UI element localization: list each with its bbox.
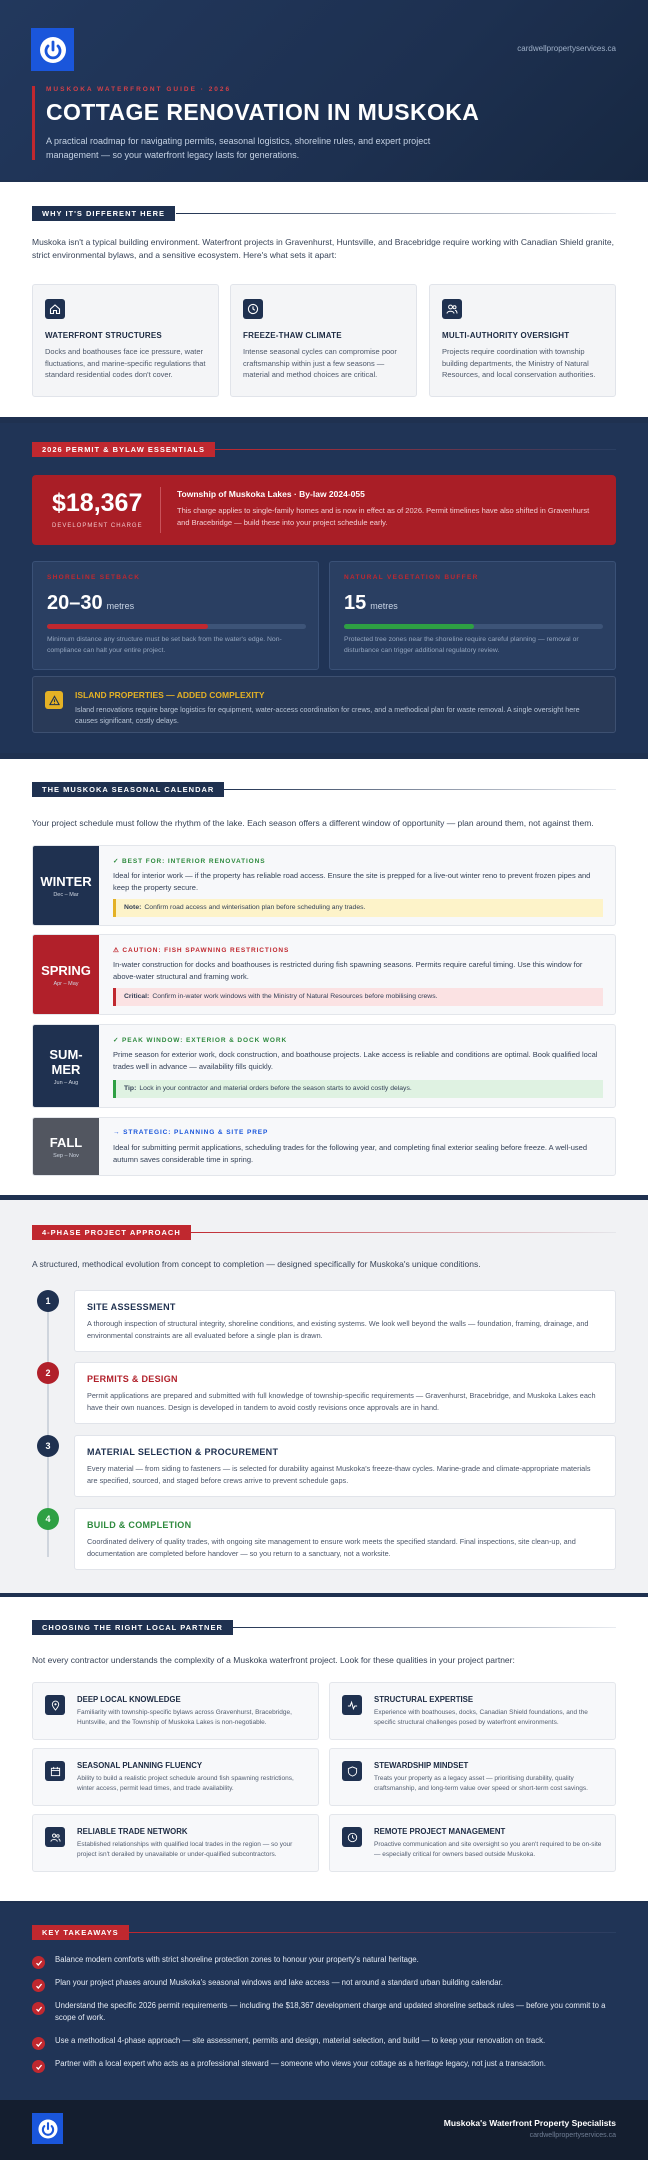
partner-card-title: STEWARDSHIP MINDSET (374, 1761, 469, 1770)
footer-logo[interactable] (32, 2113, 63, 2144)
why-card-waterfront (32, 284, 219, 397)
charge-heading: Township of Muskoka Lakes · By-law 2024-055 (177, 489, 365, 499)
users-icon (442, 299, 462, 319)
activity-icon (342, 1695, 362, 1715)
power-logo-icon (37, 2118, 59, 2140)
takeaway-item (32, 1977, 616, 1995)
metric-note: Protected tree zones near the shoreline require careful planning — removal or disturbance can trigger additional regulatory review. (344, 636, 579, 654)
phase-number: 4 (37, 1508, 59, 1530)
card-title: WATERFRONT STRUCTURES (45, 331, 162, 340)
phase-number: 2 (37, 1362, 59, 1384)
home-icon (45, 299, 65, 319)
takeaway-text: Partner with a local expert who acts as a professional steward — someone who views your cottage as a heritage legacy, not just a transaction. (55, 2059, 546, 2068)
season-name: WINTER (40, 873, 92, 889)
footer-company-name: Muskoka's Waterfront Property Specialists (443, 2118, 616, 2128)
shield-icon (342, 1761, 362, 1781)
brand-logo[interactable] (31, 28, 74, 71)
partner-card-body: Established relationships with qualified local trades in the region — so your project isn't derailed by unavailable or under-qualified subcontractors. (77, 1841, 293, 1858)
permit-section-label: 2026 PERMIT & BYLAW ESSENTIALS (32, 442, 215, 457)
partner-card-structural (329, 1682, 616, 1740)
metric-label: SHORELINE SETBACK (47, 574, 141, 581)
note-text: Lock in your contractor and material orders before the season starts to avoid costly delays. (139, 1085, 412, 1092)
season-body: Prime season for exterior work, dock construction, and boathouse projects. Lake access is reliable and conditions are optimal. Book qualified local trades well in advance — availability fills quickly. (113, 1050, 598, 1071)
season-note (113, 899, 603, 917)
footer-url-link[interactable]: cardwellpropertyservices.ca (529, 2132, 616, 2139)
partner-intro: Not every contractor understands the complexity of a Muskoka waterfront project. Look for these qualities in your project partner: (32, 1655, 515, 1665)
partner-card-title: DEEP LOCAL KNOWLEDGE (77, 1695, 181, 1704)
season-badge (33, 846, 99, 925)
divider (160, 487, 161, 533)
partner-card-body: Familiarity with township-specific bylaws across Gravenhurst, Bracebridge, Huntsville, and the Township of Muskoka Lakes is non-negotiable. (77, 1709, 292, 1726)
partner-card-remote-management (329, 1814, 616, 1872)
calendar-intro: Your project schedule must follow the rhythm of the lake. Each season offers a different window of opportunity — plan around them, not against them. (32, 818, 594, 828)
season-badge (33, 935, 99, 1014)
season-tag: ✓ PEAK WINDOW: EXTERIOR & DOCK WORK (113, 1037, 288, 1044)
phase-title: MATERIAL SELECTION & PROCUREMENT (87, 1447, 279, 1457)
takeaway-text: Use a methodical 4-phase approach — site assessment, permits and design, material selection, and build — to keep your renovation on track. (55, 2036, 546, 2045)
note-label: Critical: (124, 993, 150, 1000)
metric-unit: metres (106, 601, 135, 611)
check-icon (32, 2037, 45, 2050)
metric-value (47, 592, 134, 615)
takeaway-text: Balance modern comforts with strict shoreline protection zones to honour your property's natural heritage. (55, 1955, 419, 1964)
season-name: SPRING (41, 962, 91, 978)
phase-title: BUILD & COMPLETION (87, 1520, 192, 1530)
divider-line (213, 449, 616, 450)
calendar-icon (45, 1761, 65, 1781)
divider-line (222, 789, 616, 790)
charge-label: DEVELOPMENT CHARGE (52, 523, 143, 529)
divider-line (230, 1627, 616, 1628)
season-months: Sep – Nov (53, 1152, 79, 1159)
why-card-oversight (429, 284, 616, 397)
metric-bar-fill (344, 624, 474, 629)
island-body: Island renovations require barge logistics for equipment, water-access coordination for crews, and a methodical plan for waste removal. A single oversight here causes significant, costly delays. (75, 705, 580, 725)
why-card-freeze-thaw (230, 284, 417, 397)
phases-intro: A structured, methodical evolution from concept to completion — designed specifically for Muskoka's unique conditions. (32, 1259, 481, 1269)
partner-card-local-knowledge (32, 1682, 319, 1740)
phase-card-build-completion (74, 1508, 616, 1570)
phase-card-material-selection (74, 1435, 616, 1497)
check-icon (32, 1956, 45, 1969)
why-section-label: WHY IT'S DIFFERENT HERE (32, 206, 175, 221)
partner-card-title: STRUCTURAL EXPERTISE (374, 1695, 474, 1704)
metric-bar-track (344, 624, 603, 629)
team-icon (45, 1827, 65, 1847)
phase-body: Every material — from siding to fasteners — is selected for durability against Muskoka's freeze-thaw cycles. Marine-grade and climate-appropriate materials are specified, sourced, and staged before crews arrive to prevent schedule gaps. (87, 1464, 591, 1485)
vegetation-metric-card (329, 561, 616, 670)
site-url-link[interactable]: cardwellpropertyservices.ca (517, 44, 616, 53)
charge-amount: $18,367 (52, 489, 143, 517)
takeaway-text: Plan your project phases around Muskoka's seasonal windows and lake access — not around a standard urban building calendar. (55, 1978, 503, 1987)
page-title: COTTAGE RENOVATION IN MUSKOKA (46, 99, 480, 125)
check-icon (32, 2002, 45, 2015)
phase-title: SITE ASSESSMENT (87, 1302, 176, 1312)
accent-bar (32, 86, 35, 160)
metric-unit: metres (370, 601, 398, 611)
phase-number: 1 (37, 1290, 59, 1312)
phases-section-label: 4-PHASE PROJECT APPROACH (32, 1225, 191, 1240)
season-tag: → STRATEGIC: PLANNING & SITE PREP (113, 1129, 269, 1136)
partner-card-title: RELIABLE TRADE NETWORK (77, 1827, 188, 1836)
note-label: Note: (124, 904, 142, 911)
season-months: Apr – May (53, 980, 79, 987)
card-title: MULTI-AUTHORITY OVERSIGHT (442, 331, 570, 340)
season-winter (32, 845, 616, 926)
season-name: SUM- MER (49, 1046, 83, 1077)
season-body: In-water construction for docks and boathouses is restricted during fish spawning seasons. Permits require careful timing. Use this window for above-water structural and framing work. (113, 960, 583, 981)
partner-card-body: Experience with boathouses, docks, Canadian Shield foundations, and the specific structural challenges posed by waterfront environments. (374, 1709, 588, 1726)
clock-icon (243, 299, 263, 319)
partner-card-trade-network (32, 1814, 319, 1872)
card-body: Docks and boathouses face ice pressure, water fluctuations, and marine-specific regulations that standard residential codes don't cover. (45, 347, 206, 379)
partner-section-label: CHOOSING THE RIGHT LOCAL PARTNER (32, 1620, 233, 1635)
season-name: FALL (49, 1134, 83, 1150)
season-badge (33, 1025, 99, 1107)
season-body: Ideal for interior work — if the property has reliable road access. Ensure the site is prepped for a live-out winter reno to prevent frozen pipes and keep the property secure. (113, 871, 591, 892)
phase-card-site-assessment (74, 1290, 616, 1352)
partner-card-body: Proactive communication and site oversight so you aren't required to be on-site — especially critical for owners based outside Muskoka. (374, 1841, 602, 1858)
season-note (113, 1080, 603, 1098)
metric-value (344, 592, 398, 615)
season-tag: ✓ BEST FOR: INTERIOR RENOVATIONS (113, 858, 266, 865)
phase-card-permits-design (74, 1362, 616, 1424)
card-body: Intense seasonal cycles can compromise poor craftsmanship within just a few seasons — material and method choices are critical. (243, 347, 397, 379)
card-title: FREEZE-THAW CLIMATE (243, 331, 342, 340)
divider-line (125, 1932, 616, 1933)
phase-title: PERMITS & DESIGN (87, 1374, 178, 1384)
partner-card-seasonal (32, 1748, 319, 1806)
takeaway-text: Understand the specific 2026 permit requirements — including the $18,367 development charge and updated shoreline setback rules — before you commit to a scope of work. (55, 2001, 606, 2022)
partner-card-title: SEASONAL PLANNING FLUENCY (77, 1761, 203, 1770)
phase-body: Coordinated delivery of quality trades, with ongoing site management to ensure work meets the specified standard. Final inspections, site clean-up, and documentation are completed before handover — so you return to a sanctuary, not a worksite. (87, 1537, 576, 1558)
metric-label: NATURAL VEGETATION BUFFER (344, 574, 479, 581)
why-intro: Muskoka isn't a typical building environment. Waterfront projects in Gravenhurst, Huntsville, and Bracebridge require working with Canadian Shield granite, strict environmental bylaws, and a sensitive ecosystem. Here's what sets it apart: (32, 237, 614, 260)
season-body: Ideal for submitting permit applications, scheduling trades for the following year, and completing final exterior sealing before freeze. A well-used autumn saves considerable time in spring. (113, 1143, 588, 1164)
power-logo-icon (38, 35, 68, 65)
partner-card-body: Treats your property as a legacy asset — prioritising durability, quality craftsmanship, and long-term value over speed or short-term cost savings. (374, 1775, 588, 1792)
charge-body: This charge applies to single-family homes and is now in effect as of 2026. Permit timelines have also shifted in Gravenhurst and Bracebridge — build these into your project schedule early. (177, 506, 590, 527)
metric-note: Minimum distance any structure must be set back from the water's edge. Non-compliance can halt your entire project. (47, 636, 282, 654)
hero-kicker: MUSKOKA WATERFRONT GUIDE · 2026 (46, 86, 232, 93)
season-months: Dec – Mar (53, 891, 79, 898)
note-text: Confirm road access and winterisation plan before scheduling any trades. (144, 904, 366, 911)
season-spring (32, 934, 616, 1015)
metric-bar-fill (47, 624, 208, 629)
takeaway-item (32, 1954, 616, 1972)
takeaway-item (32, 2035, 616, 2053)
takeaways-section-label: KEY TAKEAWAYS (32, 1925, 129, 1940)
partner-card-stewardship (329, 1748, 616, 1806)
footer (0, 2100, 648, 2160)
season-fall (32, 1117, 616, 1176)
partner-card-body: Ability to build a realistic project schedule around fish spawning restrictions, winter access, permit lead times, and trade availability. (77, 1775, 294, 1792)
season-badge (33, 1118, 99, 1175)
divider-line (186, 1232, 616, 1233)
island-title: ISLAND PROPERTIES — ADDED COMPLEXITY (75, 690, 265, 700)
island-callout (32, 676, 616, 733)
card-body: Projects require coordination with township building departments, the Ministry of Natural Resources, and local conservation authorities. (442, 347, 596, 379)
clock-icon (342, 1827, 362, 1847)
map-pin-icon (45, 1695, 65, 1715)
divider-line (176, 213, 616, 214)
partner-card-title: REMOTE PROJECT MANAGEMENT (374, 1827, 506, 1836)
takeaway-item (32, 2000, 616, 2028)
phase-body: Permit applications are prepared and submitted with full knowledge of township-specific requirements — Gravenhurst, Bracebridge, and Muskoka Lakes each have their own nuances. Design is developed in tandem to avoid costly revisions once approvals are in hand. (87, 1391, 596, 1412)
check-icon (32, 2060, 45, 2073)
phase-body: A thorough inspection of structural integrity, shoreline conditions, and existing systems. We look well beyond the walls — foundation, framing, drainage, and environmental constraints are all evaluated before a single plan is drawn. (87, 1319, 589, 1340)
phase-number: 3 (37, 1435, 59, 1457)
setback-metric-card (32, 561, 319, 670)
check-icon (32, 1979, 45, 1992)
takeaway-item (32, 2058, 616, 2076)
season-tag: ⚠ CAUTION: FISH SPAWNING RESTRICTIONS (113, 947, 290, 954)
note-label: Tip: (124, 1085, 137, 1092)
season-months: Jun – Aug (53, 1079, 79, 1086)
season-note (113, 988, 603, 1006)
hero-subtitle: A practical roadmap for navigating permits, seasonal logistics, shoreline rules, and expert project management — so your waterfront legacy lasts for generations. (46, 136, 431, 160)
metric-number: 20–30 (47, 592, 103, 614)
season-summer (32, 1024, 616, 1108)
note-text: Confirm in-water work windows with the Ministry of Natural Resources before mobilising crews. (152, 993, 438, 1000)
hero-header (0, 0, 648, 180)
metric-number: 15 (344, 592, 367, 614)
warning-icon (45, 691, 63, 709)
calendar-section-label: THE MUSKOKA SEASONAL CALENDAR (32, 782, 224, 797)
metric-bar-track (47, 624, 306, 629)
development-charge-banner (32, 475, 616, 545)
